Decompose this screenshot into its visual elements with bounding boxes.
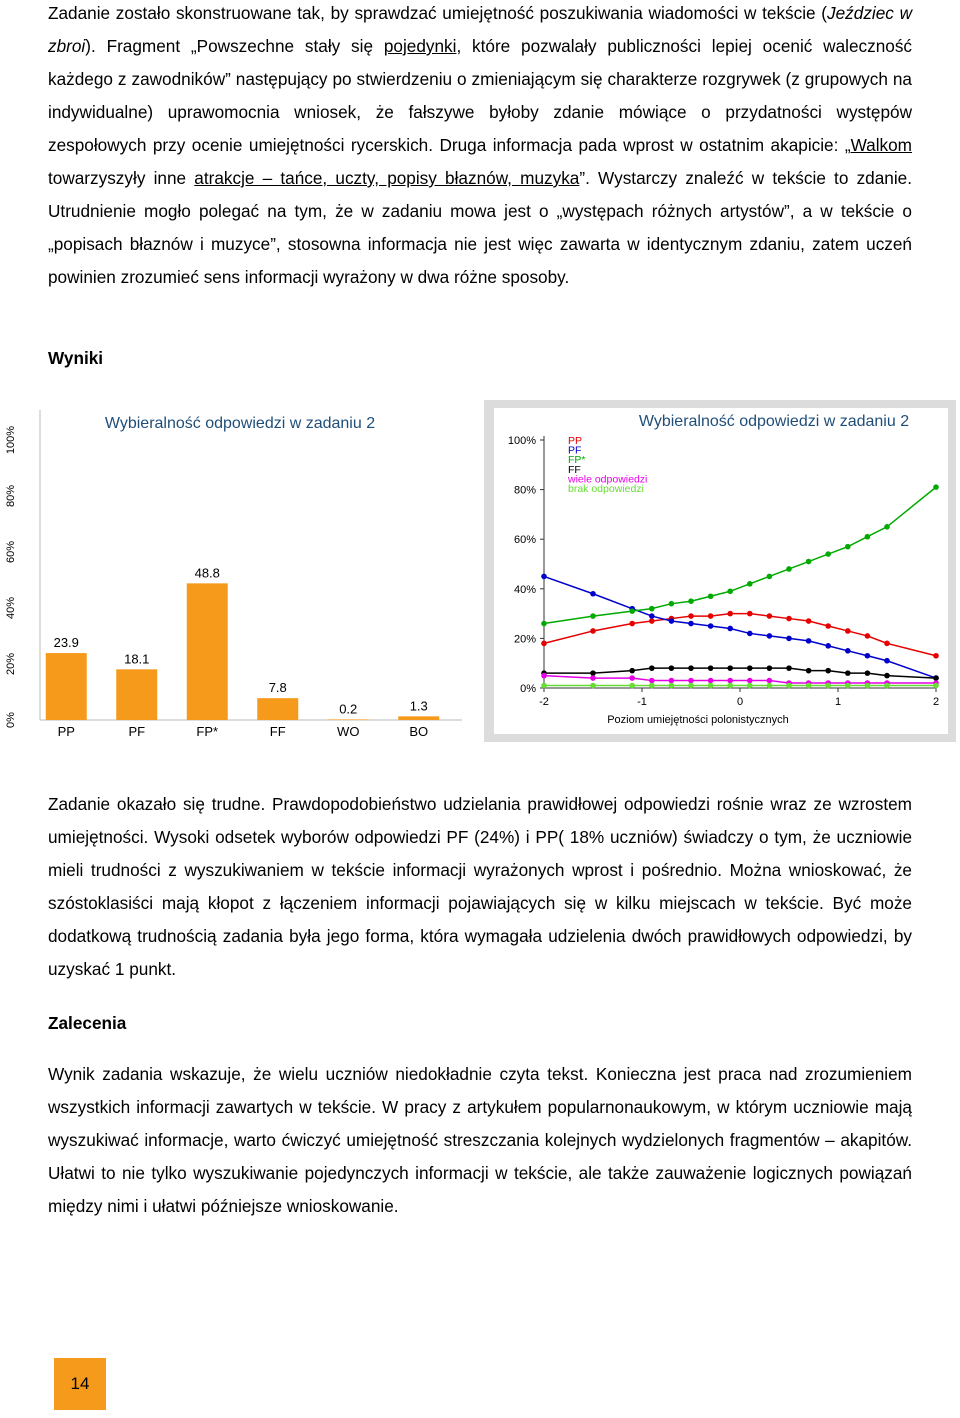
series-point [629,675,635,681]
bar-value-label: 0.2 [339,701,358,717]
line-y-tick-label: 100% [507,435,536,447]
series-point [541,683,547,689]
bar-value-label: 23.9 [53,635,79,651]
series-point [747,631,753,637]
series-point [590,670,596,676]
line-y-tick-label: 80% [513,484,536,497]
series-point [669,678,675,684]
series-point [786,616,792,622]
bar-FF [257,698,298,720]
series-point [767,683,773,689]
bar-category-label: PP [57,724,75,739]
series-point [747,683,753,689]
series-point [727,611,733,617]
recommendations-paragraph: Wynik zadania wskazuje, że wielu uczniów niedokładnie czyta tekst. Konieczna jest praca nad zrozumieniem wszystkich informacji zawartych w tekście. W pracy z artykułem popularnonaukowym, w którym uczniowie mają wyszukiwać informacje, warto ćwiczyć umiejętność streszczania kolejnych wydzielonych fragmentów – akapitów. Ułatwi to nie tylko wyszukiwanie pojedynczych informacji w tekście, ale także zauważenie logicznych powiązań między nimi i ułatwi późniejsze wnioskowanie. [48,1064,912,1216]
series-point [590,591,596,597]
legend-entry: PF [568,444,582,457]
bar-category-label: PF [128,724,146,739]
line-y-tick-label: 0% [520,683,536,695]
series-point [708,678,714,684]
series-point [541,641,547,647]
bar-value-label: 1.3 [409,698,428,714]
series-point [727,588,733,594]
series-point [669,665,675,671]
intro-paragraph [48,0,912,294]
series-point [708,623,714,629]
series-point [688,665,694,671]
series-point [688,683,694,689]
series-point [688,621,694,627]
series-point [825,551,831,557]
series-point [669,683,675,689]
line-chart-title: Wybieralność odpowiedzi w zadaniu 2 [638,413,910,430]
series-point [727,683,733,689]
series-point [727,678,733,684]
intro-text-5: ”. Wystarczy znaleźć w tekście to zdanie. Utrudnienie mogło polegać na tym, że w zadaniu mowa jest o „występach różnych artystów”, a w tekście o „popisach błaznów i muzyce”, stosowna informacja nie jest więc zawarta w identycznym zdaniu, zatem uczeń powinien zrozumieć sens informacji wyrażony w dwa różne sposoby. [48,168,912,287]
series-point [767,633,773,639]
line-y-tick-label: 60% [513,534,536,547]
underlined-walkom: Walkom [850,135,912,155]
series-point [747,611,753,617]
series-point [865,633,871,639]
series-point [629,608,635,614]
series-point [747,581,753,587]
line-x-tick-label: -1 [637,696,647,708]
series-point [629,668,635,674]
series-point [669,601,675,607]
bar-category-label: BO [409,724,429,739]
bar-y-tick-label: 100% [5,425,17,455]
series-point [786,566,792,572]
bar-PP [46,653,87,720]
series-point [767,613,773,619]
legend-entry: FF [568,463,581,476]
series-point [727,665,733,671]
bar-FP* [187,583,228,720]
series-point [649,665,655,671]
underlined-atrakcje: atrakcje – tańce, uczty, popisy błaznów, muzyka [194,168,580,188]
legend-entry: wiele odpowiedzi [568,473,648,486]
bar-value-label: 48.8 [194,565,220,581]
series-point [933,484,939,490]
bar-WO [328,719,369,720]
bar-category-label: FP* [196,724,219,739]
series-point [845,683,851,689]
series-point [845,648,851,654]
series-point [933,683,939,689]
series-point [865,653,871,659]
series-point [825,623,831,629]
bar-BO [398,716,439,720]
series-point [649,613,655,619]
bar-y-tick-label: 0% [5,712,17,728]
bar-value-label: 7.8 [268,680,287,696]
series-point [933,653,939,659]
series-point [767,665,773,671]
series-point [786,665,792,671]
series-point [688,598,694,604]
bar-PF [116,669,157,720]
bar-category-label: WO [337,724,360,739]
series-point [825,643,831,649]
series-point [747,678,753,684]
series-point [825,668,831,674]
intro-text-3: , które pozwalały publiczności lepiej ocenić waleczność każdego z zawodników” następujący po stwierdzeniu o zmieniającym się charakterze rozgrywek (z grupowych na indywidualne) uprawomocnia wniosek, że fałszywe byłoby zdanie mówiące o przydatności występów zespołowych przy ocenie umiejętności rycerskich. Druga informacja pada wprost w ostatnim akapicie: „ [48,36,913,155]
series-point [590,683,596,689]
series-point [541,574,547,580]
series-point [541,621,547,627]
series-point [649,618,655,624]
series-point [806,683,812,689]
series-point [806,638,812,644]
series-point [865,534,871,540]
series-point [688,678,694,684]
series-point [786,636,792,642]
series-point [708,665,714,671]
series-point [865,683,871,689]
series-point [747,665,753,671]
series-point [649,606,655,612]
bar-chart [0,402,470,742]
line-x-tick-label: 2 [932,696,940,708]
series-point [786,683,792,689]
series-point [884,658,890,664]
bar-y-tick-label: 20% [5,652,17,676]
heading-results: Wyniki [48,348,104,368]
series-point [708,593,714,599]
line-x-tick-label: 0 [736,696,744,708]
bar-chart-title: Wybieralność odpowiedzi w zadaniu 2 [104,415,376,432]
series-point [727,626,733,632]
underlined-pojedynki: pojedynki [383,36,457,56]
series-point [541,673,547,679]
series-point [884,641,890,647]
series-point [708,613,714,619]
intro-text-1: Zadanie zostało skonstruowane tak, by sprawdzać umiejętność poszukiwania wiadomości w tekście ( [48,3,828,23]
heading-recommendations: Zalecenia [48,1013,127,1033]
page-number: 14 [70,1374,90,1393]
intro-text-4: towarzyszyły inne [48,168,195,188]
series-point [884,683,890,689]
line-x-tick-label: -2 [539,696,549,708]
series-point [767,574,773,580]
series-point [806,668,812,674]
intro-text-2: ). Fragment „Powszechne stały się [85,36,384,56]
bar-category-label: FF [269,724,286,739]
series-point [806,559,812,565]
legend-entry: PP [568,435,583,447]
results-paragraph: Zadanie okazało się trudne. Prawdopodobieństwo udzielania prawidłowej odpowiedzi rośnie wraz ze wzrostem umiejętności. Wysoki odsetek wyborów odpowiedzi PF (24%) i PP( 18% uczniów) świadczy o tym, że uczniowie mieli trudności z wyszukiwaniem w tekście informacji wyrażonych wprost i pośrednio. Można wnioskować, że szóstoklasiści mają kłopot z łączeniem informacji pojawiających się w kilku miejscach w tekście. Być może dodatkową trudnością zadania była jego forma, która wymagała udzielenia dwóch prawidłowych odpowiedzi, by uzyskać 1 punkt. [48,794,912,979]
series-point [825,683,831,689]
legend-entry: FP* [568,454,586,467]
series-point [669,618,675,624]
book-title: Jeździec w zbroi [48,3,912,56]
bar-y-tick-label: 60% [5,540,17,564]
bar-value-label: 18.1 [124,651,150,667]
series-point [649,678,655,684]
bar-y-tick-label: 80% [5,484,17,508]
series-point [629,683,635,689]
line-x-tick-label: 1 [834,696,842,708]
bar-y-tick-label: 40% [5,596,17,620]
series-point [806,618,812,624]
line-chart-x-label: Poziom umiejętności polonistycznych [607,714,789,726]
series-point [845,544,851,550]
series-point [845,628,851,634]
series-point [865,670,871,676]
line-y-tick-label: 40% [513,583,536,596]
series-point [845,670,851,676]
series-point [884,524,890,530]
series-point [590,628,596,634]
series-point [688,613,694,619]
legend-entry: brak odpowiedzi [568,483,644,495]
line-y-tick-label: 20% [513,633,536,646]
line-chart [484,400,956,742]
series-point [884,673,890,679]
series-point [649,683,655,689]
series-point [708,683,714,689]
series-point [590,675,596,681]
series-point [590,613,596,619]
page-number-box [54,1358,106,1410]
series-point [767,678,773,684]
series-point [629,621,635,627]
series-point [933,675,939,681]
